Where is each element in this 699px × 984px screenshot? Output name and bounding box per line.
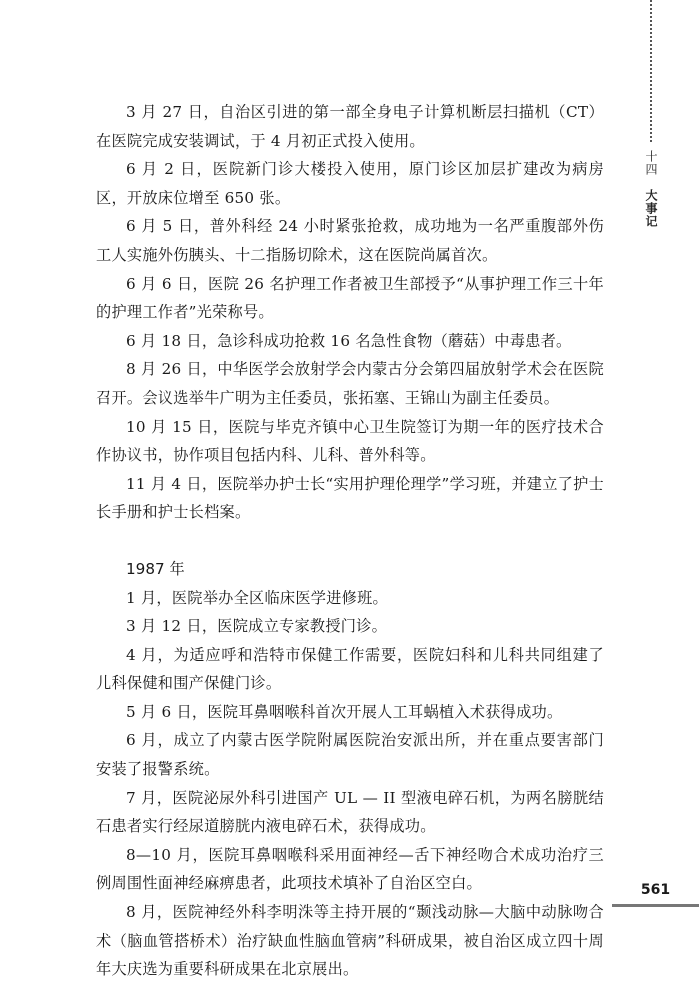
paragraph: 4 月，为适应呼和浩特市保健工作需要，医院妇科和儿科共同组建了儿科保健和围产保健门诊。 <box>96 645 604 693</box>
paragraph: 6 月，成立了内蒙古医学院附属医院治安派出所，并在重点要害部门安装了报警系统。 <box>96 731 604 779</box>
page-body <box>96 98 604 984</box>
paragraph: 8 月，医院神经外科李明洙等主持开展的“颞浅动脉—大脑中动脉吻合术（脑血管搭桥术）治疗缺血性脑血管病”科研成果，被自治区成立四十周年大庆选为重要科研成果在北京展出。 <box>96 903 604 979</box>
paragraph: 8 月 26 日，中华医学会放射学会内蒙古分会第四届放射学术会在医院召开。会议选举牛广明为主任委员，张拓塞、王锦山为副主任委员。 <box>96 360 604 407</box>
paragraph: 3 月 12 日，医院成立专家教授门诊。 <box>126 617 388 636</box>
chapter-side-tab <box>638 150 664 231</box>
paragraph: 6 月 2 日，医院新门诊大楼投入使用，原门诊区加层扩建改为病房区，开放床位增至 650 张。 <box>96 160 604 207</box>
chapter-number: 十四 <box>644 150 658 176</box>
page-number: 561 <box>612 882 699 907</box>
paragraph: 1 月，医院举办全区临床医学进修班。 <box>126 588 388 607</box>
margin-dotted-rule <box>650 0 652 142</box>
paragraph: 8—10 月，医院耳鼻咽喉科采用面神经—舌下神经吻合术成功治疗三例周围性面神经麻痹患者，此项技术填补了自治区空白。 <box>96 845 604 893</box>
paragraph: 10 月 15 日，医院与毕克齐镇中心卫生院签订为期一年的医疗技术合作协议书，协作项目包括内科、儿科、普外科等。 <box>96 417 604 465</box>
paragraph: 6 月 6 日，医院 26 名护理工作者被卫生部授予“从事护理工作三十年的护理工作者”光荣称号。 <box>96 274 604 322</box>
paragraph: 6 月 18 日，急诊科成功抢救 16 名急性食物（蘑菇）中毒患者。 <box>126 331 572 350</box>
chapter-title: 大事记 <box>644 189 658 228</box>
paragraph: 3 月 27 日，自治区引进的第一部全身电子计算机断层扫描机（CT）在医院完成安装调试，于 4 月初正式投入使用。 <box>96 103 604 150</box>
year-heading: 1987 年 <box>126 559 185 578</box>
paragraph: 5 月 6 日，医院耳鼻咽喉科首次开展人工耳蜗植入术获得成功。 <box>126 702 563 721</box>
paragraph: 6 月 5 日，普外科经 24 小时紧张抢救，成功地为一名严重腹部外伤工人实施外伤胰头、十二指肠切除术，这在医院尚属首次。 <box>96 217 604 264</box>
paragraph: 7 月，医院泌尿外科引进国产 UL — II 型液电碎石机，为两名膀胱结石患者实行经尿道膀胱内液电碎石术，获得成功。 <box>96 788 604 836</box>
paragraph: 11 月 4 日，医院举办护士长“实用护理伦理学”学习班，并建立了护士长手册和护士长档案。 <box>96 474 604 522</box>
